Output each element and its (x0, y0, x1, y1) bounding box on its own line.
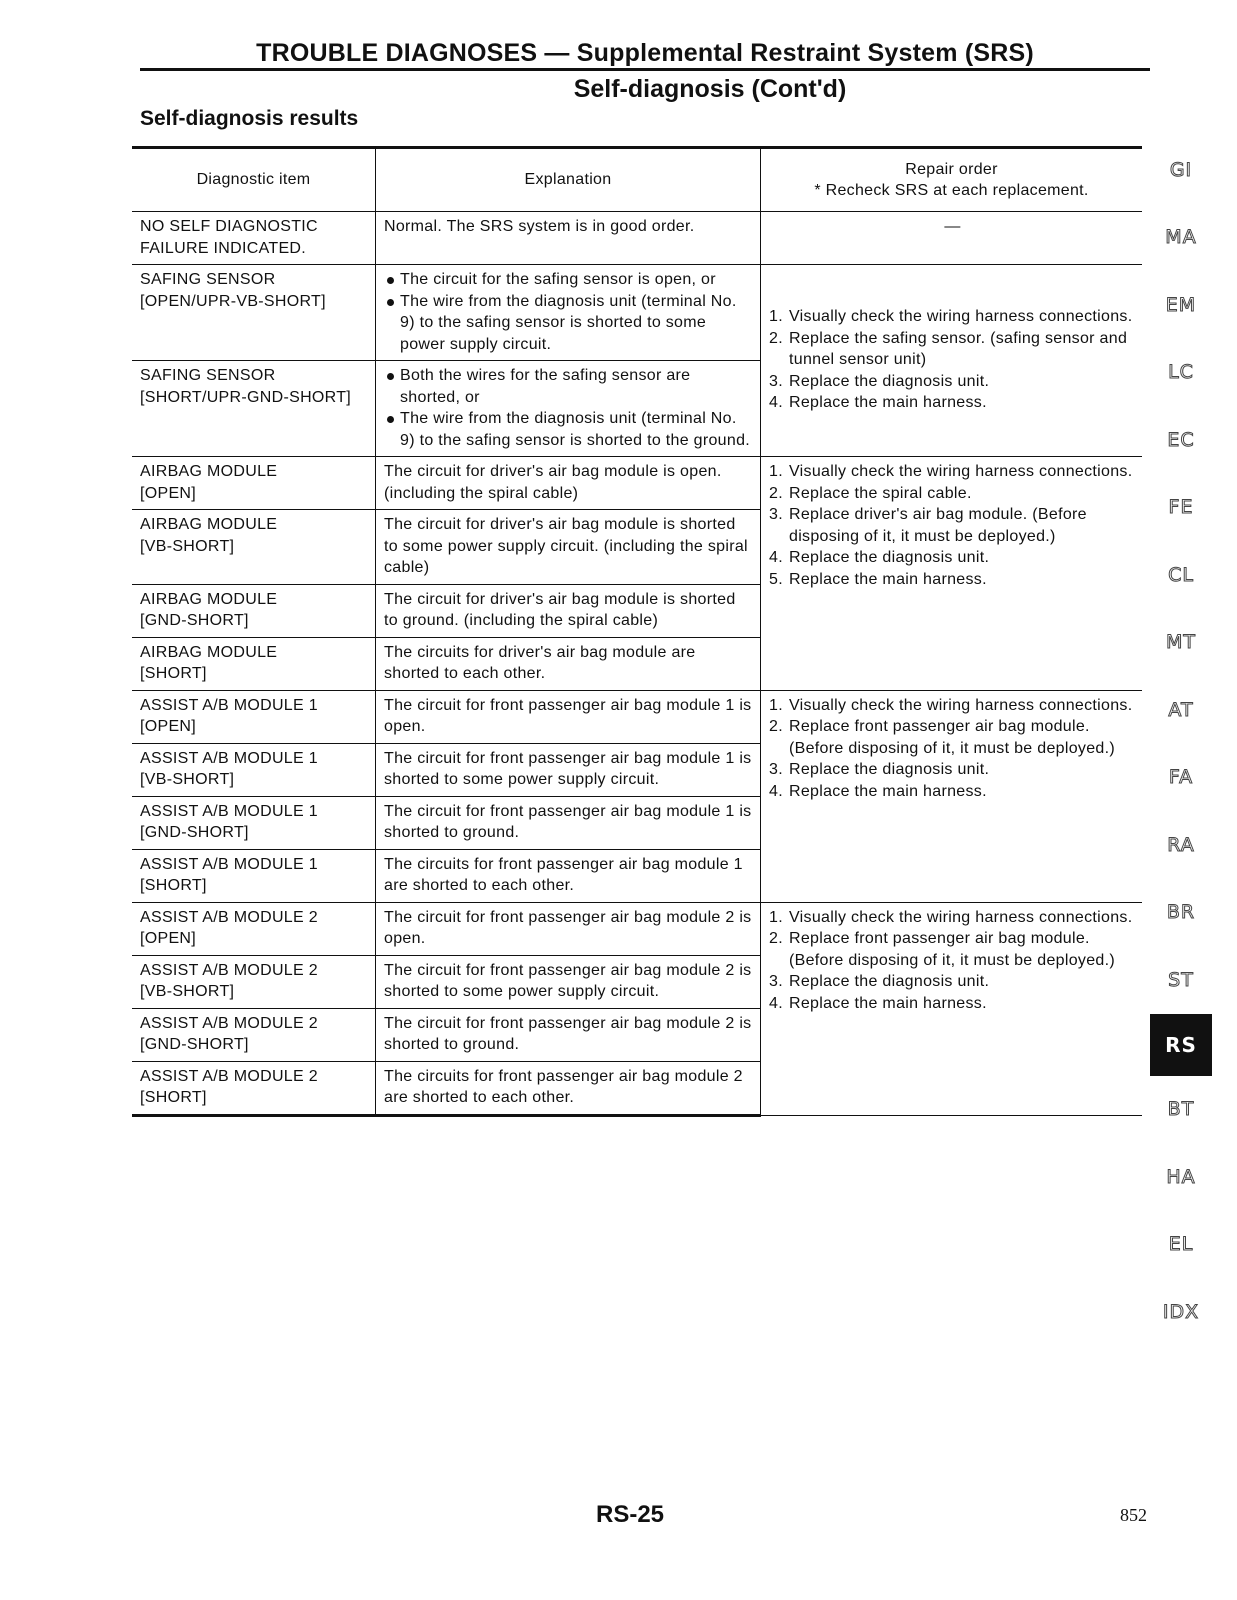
diagnostic-item-line: SAFING SENSOR (140, 271, 276, 288)
repair-step-number: 3. (769, 372, 783, 390)
repair-step-number: 4. (769, 549, 783, 566)
section-tab-lc[interactable]: LC (1168, 361, 1194, 384)
diagnostic-item-cell (132, 510, 376, 585)
section-tab-rs[interactable]: RS (1150, 1014, 1212, 1076)
section-heading: Self-diagnosis results (140, 107, 359, 130)
repair-step-number: 3. (769, 761, 783, 778)
repair-order-cell (761, 457, 1143, 691)
repair-step-text: Replace the spiral cable. (789, 484, 972, 502)
repair-step-number: 2. (769, 484, 783, 502)
table-row (132, 902, 1142, 955)
explanation-cell (376, 1008, 761, 1061)
diagnostic-item-line: [OPEN] (140, 718, 197, 735)
repair-step (769, 483, 1136, 505)
repair-order-cell (761, 265, 1143, 457)
section-index-tabs (1150, 136, 1212, 1346)
table-row (132, 457, 1142, 510)
diagnostic-item-cell (132, 265, 376, 361)
section-tab-fa[interactable]: FA (1168, 766, 1194, 789)
diagnostic-item-line: [OPEN] (140, 484, 197, 502)
diagnostic-item-line: [GND-SHORT] (140, 612, 249, 629)
section-tab-at[interactable]: AT (1168, 698, 1194, 721)
section-tab-el[interactable]: EL (1168, 1233, 1194, 1256)
repair-order-cell (761, 902, 1143, 1115)
explanation-cell (376, 743, 761, 796)
repair-step-text: Replace the diagnosis unit. (789, 973, 990, 990)
repair-step-text: Visually check the wiring harness connections. (789, 463, 1133, 480)
explanation-text: The circuit for driver's air bag module is open. (including the spiral cable) (384, 463, 722, 502)
repair-step (769, 306, 1136, 328)
section-tab-ec[interactable]: EC (1167, 428, 1195, 451)
repair-step (769, 328, 1136, 371)
column-header-repair (761, 148, 1143, 212)
repair-step-number: 4. (769, 994, 783, 1012)
diagnostic-item-line: NO SELF DIAGNOSTIC (140, 218, 318, 235)
explanation-text: The circuits for driver's air bag module are shorted to each other. (384, 643, 696, 682)
explanation-bullet: The wire from the diagnosis unit (terminal No. 9) to the safing sensor is shorted to the ground. (384, 408, 754, 451)
page-number: 852 (1120, 1505, 1147, 1525)
repair-step (769, 504, 1136, 547)
explanation-text: The circuit for front passenger air bag module 1 is shorted to some power supply circuit. (384, 749, 752, 788)
repair-step-text: Replace front passenger air bag module. (Before disposing of it, it must be deployed.) (789, 930, 1115, 969)
diagnostic-item-cell (132, 955, 376, 1008)
diagnostic-item-line: ASSIST A/B MODULE 2 (140, 1067, 318, 1085)
table-row (132, 265, 1142, 361)
page-subtitle: Self-diagnosis (Cont'd) (573, 75, 847, 103)
repair-step-text: Replace the main harness. (789, 394, 987, 412)
section-tab-br[interactable]: BR (1166, 901, 1196, 924)
repair-step (769, 547, 1136, 569)
explanation-text: The circuits for front passenger air bag module 2 are shorted to each other. (384, 1067, 743, 1106)
repair-step (769, 928, 1136, 971)
repair-step-text: Replace the diagnosis unit. (789, 549, 990, 566)
diagnostic-item-line: [VB-SHORT] (140, 771, 235, 788)
explanation-cell (376, 510, 761, 585)
repair-step (769, 781, 1136, 803)
repair-step-number: 3. (769, 973, 783, 990)
explanation-cell (376, 212, 761, 265)
repair-steps (769, 306, 1136, 414)
diagnostic-item-cell (132, 212, 376, 265)
repair-step-number: 2. (769, 329, 783, 347)
diagnostic-item-line: [VB-SHORT] (140, 537, 235, 555)
repair-step (769, 695, 1136, 717)
explanation-text: The circuit for driver's air bag module is shorted to some power supply circuit. (including the spiral cable) (384, 516, 748, 576)
diagnostic-item-line: [SHORT] (140, 877, 207, 894)
explanation-cell (376, 849, 761, 902)
repair-step-text: Visually check the wiring harness connections. (789, 908, 1133, 926)
explanation-cell (376, 1061, 761, 1115)
explanation-text: The circuit for front passenger air bag module 2 is shorted to ground. (384, 1014, 752, 1053)
explanation-cell (376, 265, 761, 361)
diagnostic-item-line: [SHORT/UPR-GND-SHORT] (140, 388, 352, 406)
section-tab-mt[interactable]: MT (1166, 631, 1196, 654)
diagnostic-item-line: AIRBAG MODULE (140, 516, 278, 533)
explanation-text: The circuit for front passenger air bag module 2 is open. (384, 908, 752, 947)
explanation-text: Normal. The SRS system is in good order. (384, 218, 695, 235)
repair-step-number: 4. (769, 394, 783, 412)
diagnostic-item-cell (132, 361, 376, 457)
repair-step-text: Replace the diagnosis unit. (789, 761, 990, 778)
repair-step-number: 3. (769, 506, 783, 523)
diagnostic-item-cell (132, 796, 376, 849)
repair-order-label: Repair order (905, 160, 998, 178)
diagnostic-item-line: ASSIST A/B MODULE 2 (140, 908, 318, 926)
repair-step-number: 4. (769, 782, 783, 800)
title-rule (140, 68, 1150, 71)
explanation-bullets (384, 365, 754, 451)
diagnostic-item-cell (132, 743, 376, 796)
repair-step-text: Visually check the wiring harness connections. (789, 308, 1133, 326)
diagnostic-item-line: ASSIST A/B MODULE 1 (140, 802, 318, 820)
diagnostic-item-cell (132, 849, 376, 902)
repair-step-number: 1. (769, 308, 783, 326)
explanation-text: The circuit for driver's air bag module is shorted to ground. (including the spiral cable) (384, 590, 736, 629)
section-tab-ha[interactable]: HA (1166, 1165, 1196, 1188)
repair-none-dash: — (944, 218, 961, 235)
repair-steps (769, 907, 1136, 1015)
repair-step-text: Replace the main harness. (789, 994, 987, 1012)
section-tab-gi[interactable]: GI (1169, 158, 1193, 181)
diagnostic-item-line: [GND-SHORT] (140, 1036, 249, 1053)
explanation-text: The circuits for front passenger air bag module 1 are shorted to each other. (384, 855, 743, 894)
section-tab-ma[interactable]: MA (1165, 226, 1197, 249)
repair-step-text: Replace front passenger air bag module. (Before disposing of it, it must be deployed.) (789, 718, 1115, 757)
section-tab-em[interactable]: EM (1165, 293, 1197, 316)
table-row (132, 690, 1142, 743)
diagnostic-item-cell (132, 902, 376, 955)
repair-step (769, 993, 1136, 1015)
repair-step (769, 392, 1136, 414)
repair-step (769, 716, 1136, 759)
diagnostic-item-line: ASSIST A/B MODULE 1 (140, 749, 318, 767)
explanation-cell (376, 690, 761, 743)
explanation-cell (376, 637, 761, 690)
diagnostic-item-line: ASSIST A/B MODULE 2 (140, 1014, 318, 1032)
repair-step-number: 1. (769, 463, 783, 480)
repair-steps (769, 461, 1136, 590)
table-row (132, 212, 1142, 265)
diagnostic-item-line: SAFING SENSOR (140, 367, 276, 384)
repair-step-number: 1. (769, 908, 783, 926)
table-header-row (132, 148, 1142, 212)
explanation-bullet: Both the wires for the safing sensor are shorted, or (384, 365, 754, 408)
diagnostic-item-cell (132, 637, 376, 690)
section-tab-cl[interactable]: CL (1168, 563, 1194, 586)
diagnostic-item-cell (132, 457, 376, 510)
explanation-text: The circuit for front passenger air bag module 2 is shorted to some power supply circuit. (384, 961, 752, 1000)
explanation-cell (376, 902, 761, 955)
diagnostic-item-line: ASSIST A/B MODULE 2 (140, 961, 318, 979)
explanation-text: The circuit for front passenger air bag module 1 is open. (384, 696, 752, 735)
diagnostic-item-cell (132, 584, 376, 637)
explanation-bullet: The circuit for the safing sensor is open, or (384, 269, 754, 291)
explanation-text: The circuit for front passenger air bag module 1 is shorted to ground. (384, 802, 752, 841)
diagnostic-item-line: [VB-SHORT] (140, 983, 235, 1000)
diagnostic-item-cell (132, 1061, 376, 1115)
diagnostic-item-line: FAILURE INDICATED. (140, 239, 307, 257)
diagnostic-item-line: ASSIST A/B MODULE 1 (140, 855, 318, 873)
section-tab-st[interactable]: ST (1168, 968, 1194, 991)
repair-step-text: Replace driver's air bag module. (Before disposing of it, it must be deployed.) (789, 506, 1087, 545)
explanation-cell (376, 457, 761, 510)
repair-step-text: Replace the main harness. (789, 782, 987, 800)
explanation-bullet: The wire from the diagnosis unit (terminal No. 9) to the safing sensor is shorted to some power supply circuit. (384, 291, 754, 356)
section-tab-fe[interactable]: FE (1168, 496, 1194, 519)
diagnostic-item-cell (132, 690, 376, 743)
diagnostic-item-line: [GND-SHORT] (140, 824, 249, 841)
repair-step (769, 759, 1136, 781)
repair-step (769, 371, 1136, 393)
repair-step-number: 5. (769, 570, 783, 588)
repair-step-text: Visually check the wiring harness connections. (789, 696, 1133, 714)
diagnostic-item-cell (132, 1008, 376, 1061)
repair-step-text: Replace the safing sensor. (safing sensor and tunnel sensor unit) (789, 329, 1128, 369)
repair-step (769, 461, 1136, 483)
diagnostic-item-line: ASSIST A/B MODULE 1 (140, 696, 318, 714)
diagnostic-item-line: [SHORT] (140, 665, 207, 682)
repair-step-text: Replace the main harness. (789, 570, 987, 588)
page-label: RS-25 (595, 1501, 665, 1528)
repair-step-number: 2. (769, 718, 783, 735)
column-header-item: Diagnostic item (132, 148, 376, 212)
repair-order-cell (761, 212, 1143, 265)
repair-step (769, 971, 1136, 993)
repair-order-note: * Recheck SRS at each replacement. (814, 182, 1089, 199)
diagnostic-item-line: AIRBAG MODULE (140, 590, 278, 608)
explanation-cell (376, 361, 761, 457)
diagnostic-item-line: [OPEN/UPR-VB-SHORT] (140, 292, 326, 310)
repair-steps (769, 695, 1136, 803)
self-diagnosis-table (132, 146, 1142, 1117)
diagnostic-item-line: [OPEN] (140, 930, 197, 947)
section-tab-bt[interactable]: BT (1167, 1098, 1195, 1121)
explanation-cell (376, 584, 761, 637)
column-header-explanation: Explanation (376, 148, 761, 212)
repair-step-number: 2. (769, 930, 783, 947)
repair-step-number: 1. (769, 696, 783, 714)
repair-order-cell (761, 690, 1143, 902)
explanation-cell (376, 796, 761, 849)
repair-step (769, 907, 1136, 929)
repair-step-text: Replace the diagnosis unit. (789, 372, 990, 390)
section-tab-idx[interactable]: IDX (1162, 1300, 1200, 1323)
explanation-cell (376, 955, 761, 1008)
explanation-bullets (384, 269, 754, 355)
diagnostic-item-line: AIRBAG MODULE (140, 643, 278, 661)
page-title: TROUBLE DIAGNOSES — Supplemental Restraint System (SRS) (256, 39, 1034, 67)
section-tab-ra[interactable]: RA (1167, 833, 1195, 856)
diagnostic-item-line: [SHORT] (140, 1089, 207, 1106)
diagnostic-item-line: AIRBAG MODULE (140, 463, 278, 480)
repair-step (769, 569, 1136, 591)
